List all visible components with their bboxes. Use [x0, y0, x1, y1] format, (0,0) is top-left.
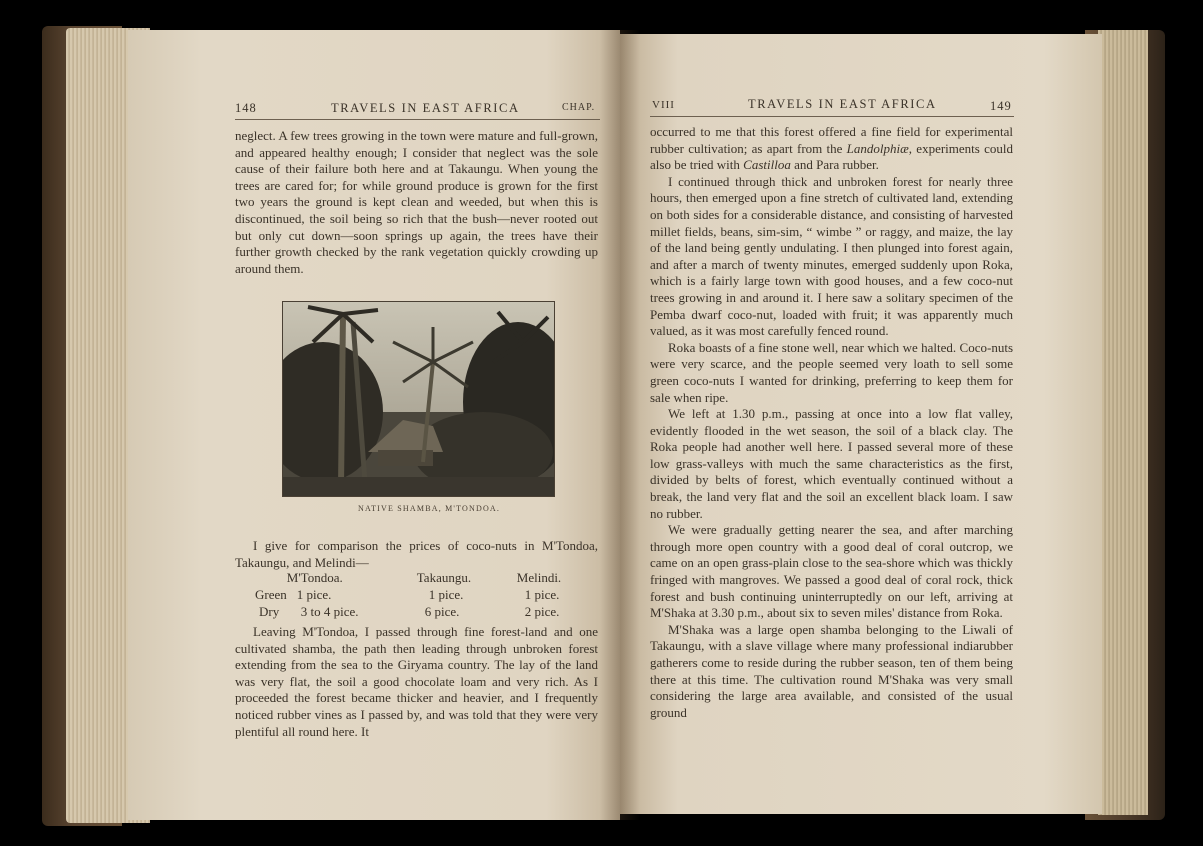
right-running-head: TRAVELS IN EAST AFRICA: [748, 97, 937, 111]
right-paragraph-2: I continued through thick and unbroken forest for nearly three hours, then emerged upon a fine stretch of cultivated land, extending on both sides for a considerable distance, and consisting of harvested millet fields, beans, sim-sim, “ wimbe ” or raggy, and maize, the lay of the land being gently undulating. I then plunged into forest again, and after a march of twenty minutes, emerged suddenly upon Roka, which is a fairly large town with good houses, and a few coco-nut trees growing in and around it. I here saw a solitary specimen of the Pemba dwarf coco-nut, loaded with fruit; it was apparently much valued, as it was most carefully fenced round.: [650, 173, 1013, 339]
table-cell: 2 pice.: [524, 603, 560, 619]
palm-scene-illustration: [283, 302, 554, 496]
table-cell: 6 pice.: [424, 603, 460, 619]
right-paragraph-5: We were gradually getting nearer the sea, and after marching through more open country with a good deal of coral outcrop, we came on an open grass-plain close to the sea-shore which was thickly fringed with mangroves. We passed a good deal of coral rock, thick forest and bush continuing uninterruptedly on our left, arriving at M'Shaka at 3.30 p.m., about six to seven miles' distance from Roka.: [650, 522, 1013, 621]
page-edges-right: [1098, 30, 1148, 815]
left-paragraph-2: I give for comparison the prices of coco-nuts in M'Tondoa, Takaungu, and Melindi—: [235, 538, 598, 570]
table-header-cell: Melindi.: [516, 569, 562, 585]
right-chapter-marker: VIII: [652, 99, 675, 111]
left-header-rule: [235, 119, 600, 120]
right-text-column: [650, 124, 1013, 721]
table-cell: 3 to 4 pice.: [300, 603, 359, 619]
right-paragraph-3: Roka boasts of a fine stone well, near which we halted. Coco-nuts were very scarce, and the people seemed very loath to sell some green coco-nuts I wanted for drinking, preferring to keep them for sale when ripe.: [650, 339, 1013, 405]
table-row: [255, 586, 561, 603]
table-cell: 1 pice.: [428, 586, 464, 602]
right-paragraph-6: M'Shaka was a large open shamba belonging to the Liwali of Takaungu, with a slave village where many professional indiarubber gatherers come to reside during the rubber season, ten of them being there at this time. The cultivation round M'Shaka was very small considering the large area available, and consisted of the usual ground: [650, 621, 1013, 720]
coconut-price-table: [255, 569, 561, 620]
table-cell: Dry: [259, 603, 280, 619]
left-page-number: 148: [235, 101, 257, 115]
table-header-cell: [255, 569, 287, 586]
book-gutter: [600, 30, 640, 820]
table-header-cell: M'Tondoa.: [286, 569, 343, 585]
table-cell: 1 pice.: [296, 586, 332, 602]
left-chapter-marker: CHAP.: [562, 102, 596, 113]
figure-native-shamba: [282, 301, 555, 497]
left-running-head: TRAVELS IN EAST AFRICA: [331, 101, 520, 115]
table-row: [255, 603, 561, 620]
table-header-cell: Takaungu.: [416, 569, 472, 585]
right-header-rule: [650, 116, 1014, 117]
table-cell: Green: [255, 586, 287, 602]
table-cell: 1 pice.: [524, 586, 560, 602]
price-table-header: [255, 569, 561, 586]
left-paragraph-3: Leaving M'Tondoa, I passed through fine forest-land and one cultivated shamba, the path then leading through unbroken forest extending from the sea to the Giryama country. The lay of the land was very flat, the soil a good chocolate loam and very rich. As I proceeded the forest became thicker and heavier, and I frequently noticed rubber vines as I passed by, and was told that they were very plentiful all round here. It: [235, 624, 598, 739]
figure-caption: NATIVE SHAMBA, M'TONDOA.: [358, 504, 501, 513]
right-paragraph-1: occurred to me that this forest offered a fine field for experimental rubber cultivation; as apart from the Landolphiæ, experiments could also be tried with Castilloa and Para rubber.: [650, 124, 1013, 173]
left-paragraph-1: neglect. A few trees growing in the town were mature and full-grown, and appeared healthy enough; I consider that neglect was the sole cause of their failure both here and at Takaungu. When young the trees are cared for; for while ground produce is grown for the first two years the ground is kept clean and weeded, but when this is discontinued, the soil being so rich that the bush—never rooted out but only cut down—soon springs up again, the trees have their further growth checked by the rank vegetation quickly crowding up around them.: [235, 128, 598, 276]
right-page-number: 149: [990, 99, 1012, 113]
right-paragraph-4: We left at 1.30 p.m., passing at once into a low flat valley, evidently flooded in the wet season, the soil of a black clay. The Roka people had another well here. I passed several more of these low grass-valleys with much the same characteristics as the first, divided by belts of forest, which eventually continued without a break, the land very flat and the soil an excellent black loam. I saw no rubber.: [650, 406, 1013, 521]
